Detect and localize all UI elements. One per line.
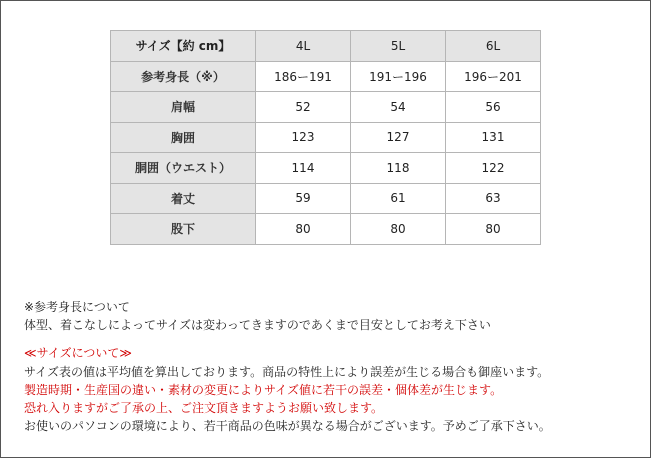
row-label-height: 参考身長（※） — [111, 61, 256, 92]
table-cell: 127 — [351, 122, 446, 153]
size-note-line-3: 恐れ入りますがご了承の上、ご注文頂きますようお願い致します。 — [24, 401, 384, 416]
table-cell: 196ー201 — [446, 61, 541, 92]
row-label-chest: 胸囲 — [111, 122, 256, 153]
header-size-label: サイズ【約 cm】 — [111, 31, 256, 62]
table-cell: 123 — [256, 122, 351, 153]
table-row — [111, 214, 541, 245]
table-row — [111, 122, 541, 153]
table-cell: 122 — [446, 153, 541, 184]
table-cell: 54 — [351, 92, 446, 123]
table-row — [111, 183, 541, 214]
table-cell: 61 — [351, 183, 446, 214]
height-note-title: ※参考身長について — [24, 300, 130, 314]
table-row — [111, 92, 541, 123]
table-cell: 186ー191 — [256, 61, 351, 92]
table-cell: 63 — [446, 183, 541, 214]
table-row — [111, 153, 541, 184]
table-cell: 80 — [256, 214, 351, 245]
color-note-line: お使いのパソコンの環境により、若干商品の色味が異なる場合がございます。予めご了承下さい。 — [24, 419, 551, 434]
table-cell: 80 — [351, 214, 446, 245]
table-cell: 52 — [256, 92, 351, 123]
table-cell: 118 — [351, 153, 446, 184]
table-header-row — [111, 31, 541, 62]
size-note-line-2: 製造時期・生産国の違い・素材の変更によりサイズ値に若干の誤差・個体差が生じます。 — [24, 382, 503, 397]
height-note-body: 体型、着こなしによってサイズは変わってきますのであくまで目安としてお考え下さい — [24, 318, 491, 333]
size-note-line-1: サイズ表の値は平均値を算出しております。商品の特性上により誤差が生じる場合も御座います。 — [24, 364, 550, 379]
table-cell: 56 — [446, 92, 541, 123]
header-size-4l: 4L — [256, 31, 351, 62]
table-cell: 191ー196 — [351, 61, 446, 92]
table-cell: 80 — [446, 214, 541, 245]
header-size-5l: 5L — [351, 31, 446, 62]
size-note-title: ≪サイズについて≫ — [24, 346, 132, 361]
row-label-length: 着丈 — [111, 183, 256, 214]
header-size-6l: 6L — [446, 31, 541, 62]
table-cell: 131 — [446, 122, 541, 153]
spacer — [24, 334, 634, 344]
row-label-shoulder: 肩幅 — [111, 92, 256, 123]
table-cell: 114 — [256, 153, 351, 184]
size-table — [110, 30, 541, 245]
row-label-waist: 胴囲（ウエスト） — [111, 153, 256, 184]
notes-section — [24, 298, 634, 435]
row-label-inseam: 股下 — [111, 214, 256, 245]
table-row — [111, 61, 541, 92]
table-cell: 59 — [256, 183, 351, 214]
